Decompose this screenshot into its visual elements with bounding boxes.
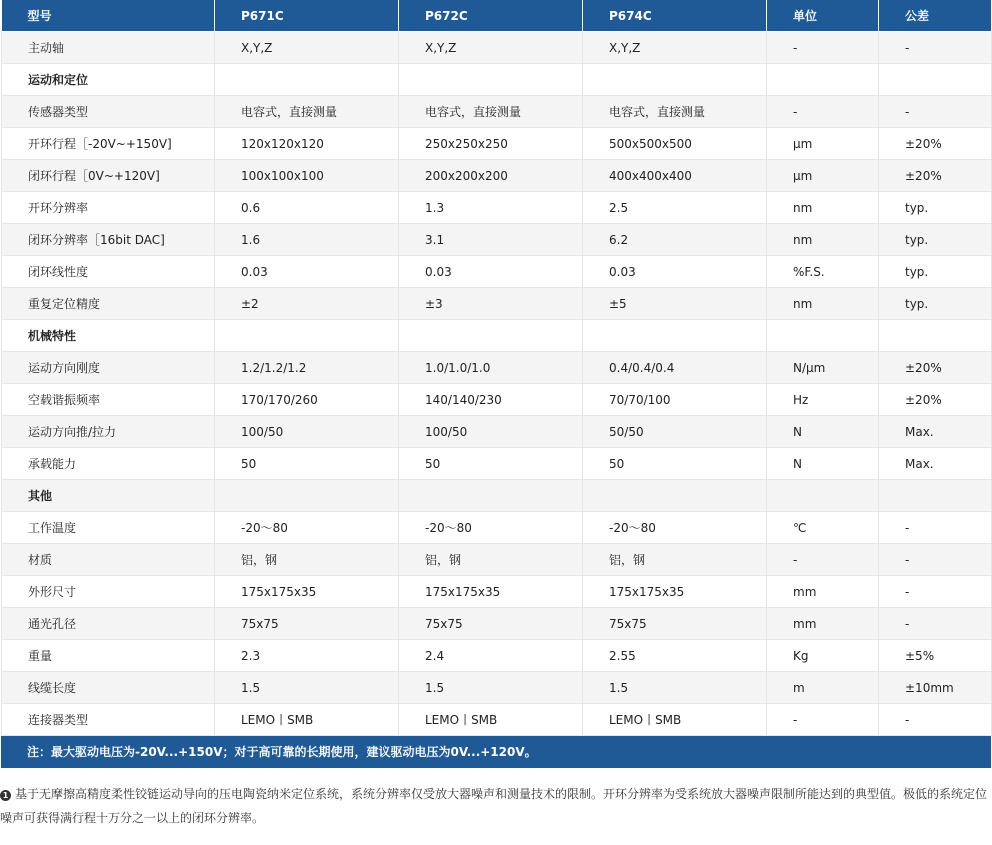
table-cell: 70/70/100 bbox=[583, 384, 767, 416]
table-cell: 175x175x35 bbox=[215, 576, 399, 608]
table-cell bbox=[583, 64, 767, 96]
table-cell: 2.5 bbox=[583, 192, 767, 224]
table-cell: 1.5 bbox=[399, 672, 583, 704]
table-cell: typ. bbox=[879, 288, 992, 320]
table-cell: 75x75 bbox=[215, 608, 399, 640]
table-cell: 75x75 bbox=[399, 608, 583, 640]
table-cell: 铝，钢 bbox=[215, 544, 399, 576]
table-cell: - bbox=[767, 544, 879, 576]
header-p672c: P672C bbox=[399, 0, 583, 32]
table-cell: 1.6 bbox=[215, 224, 399, 256]
table-cell: μm bbox=[767, 128, 879, 160]
row-label: 开环分辨率 bbox=[2, 192, 215, 224]
table-cell: %F.S. bbox=[767, 256, 879, 288]
table-cell bbox=[879, 480, 992, 512]
table-cell: 1.5 bbox=[583, 672, 767, 704]
table-row bbox=[2, 96, 992, 128]
table-cell: nm bbox=[767, 224, 879, 256]
table-cell: 500x500x500 bbox=[583, 128, 767, 160]
table-row bbox=[2, 512, 992, 544]
table-cell: μm bbox=[767, 160, 879, 192]
table-cell: 120x120x120 bbox=[215, 128, 399, 160]
table-row bbox=[2, 544, 992, 576]
table-cell: - bbox=[879, 576, 992, 608]
table-cell: 2.55 bbox=[583, 640, 767, 672]
table-cell: 铝，钢 bbox=[399, 544, 583, 576]
table-cell: 400x400x400 bbox=[583, 160, 767, 192]
table-cell: 0.03 bbox=[215, 256, 399, 288]
row-label: 通光孔径 bbox=[2, 608, 215, 640]
table-cell: - bbox=[767, 704, 879, 736]
table-cell: 3.1 bbox=[399, 224, 583, 256]
table-cell: 0.4/0.4/0.4 bbox=[583, 352, 767, 384]
table-cell: 铝，钢 bbox=[583, 544, 767, 576]
table-row bbox=[2, 288, 992, 320]
table-header-row bbox=[2, 0, 992, 32]
table-row bbox=[2, 224, 992, 256]
row-label: 运动方向刚度 bbox=[2, 352, 215, 384]
header-p674c: P674C bbox=[583, 0, 767, 32]
table-cell: LEMO丨SMB bbox=[215, 704, 399, 736]
table-cell bbox=[879, 320, 992, 352]
table-cell: N bbox=[767, 448, 879, 480]
table-row bbox=[2, 416, 992, 448]
table-cell bbox=[215, 64, 399, 96]
table-cell: mm bbox=[767, 576, 879, 608]
header-model: 型号 bbox=[2, 0, 215, 32]
table-cell: 2.4 bbox=[399, 640, 583, 672]
table-cell bbox=[767, 320, 879, 352]
table-cell: 电容式，直接测量 bbox=[215, 96, 399, 128]
table-cell: Hz bbox=[767, 384, 879, 416]
header-unit: 单位 bbox=[767, 0, 879, 32]
table-cell: 1.0/1.0/1.0 bbox=[399, 352, 583, 384]
table-cell: 75x75 bbox=[583, 608, 767, 640]
table-cell: N/μm bbox=[767, 352, 879, 384]
footnote-text: 基于无摩擦高精度柔性铰链运动导向的压电陶瓷纳米定位系统，系统分辨率仅受放大器噪声和测量技术的限制。开环分辨率为受系统放大器噪声限制所能达到的典型值。极低的系统定位噪声可获得满行程十万分之一以上的闭环分辨率。 bbox=[0, 787, 988, 825]
table-cell: ±20% bbox=[879, 160, 992, 192]
table-cell: -20～80 bbox=[583, 512, 767, 544]
row-label: 闭环线性度 bbox=[2, 256, 215, 288]
section-row bbox=[2, 64, 992, 96]
section-row bbox=[2, 320, 992, 352]
table-row bbox=[2, 448, 992, 480]
table-cell: ±3 bbox=[399, 288, 583, 320]
table-cell: nm bbox=[767, 288, 879, 320]
table-cell: ±20% bbox=[879, 128, 992, 160]
table-cell: 100/50 bbox=[215, 416, 399, 448]
row-label: 工作温度 bbox=[2, 512, 215, 544]
table-row bbox=[2, 256, 992, 288]
table-row bbox=[2, 192, 992, 224]
row-label: 运动方向推/拉力 bbox=[2, 416, 215, 448]
table-cell: typ. bbox=[879, 256, 992, 288]
footnote-marker-icon: 1 bbox=[0, 790, 11, 801]
row-label: 承载能力 bbox=[2, 448, 215, 480]
row-label: 传感器类型 bbox=[2, 96, 215, 128]
table-cell: - bbox=[879, 608, 992, 640]
table-cell: ℃ bbox=[767, 512, 879, 544]
section-title: 其他 bbox=[2, 480, 215, 512]
row-label: 线缆长度 bbox=[2, 672, 215, 704]
table-cell: -20～80 bbox=[399, 512, 583, 544]
row-label: 外形尺寸 bbox=[2, 576, 215, 608]
row-label: 闭环分辨率［16bit DAC] bbox=[2, 224, 215, 256]
table-cell: LEMO丨SMB bbox=[583, 704, 767, 736]
table-row bbox=[2, 160, 992, 192]
table-cell: ±5% bbox=[879, 640, 992, 672]
table-cell: 50 bbox=[583, 448, 767, 480]
table-cell bbox=[767, 64, 879, 96]
header-p671c: P671C bbox=[215, 0, 399, 32]
spec-table bbox=[1, 0, 992, 736]
table-cell: - bbox=[879, 512, 992, 544]
table-cell: - bbox=[767, 32, 879, 64]
table-row bbox=[2, 640, 992, 672]
table-cell: 100/50 bbox=[399, 416, 583, 448]
table-cell: 电容式，直接测量 bbox=[583, 96, 767, 128]
table-row bbox=[2, 704, 992, 736]
table-cell: - bbox=[879, 704, 992, 736]
table-cell bbox=[399, 320, 583, 352]
table-cell: 6.2 bbox=[583, 224, 767, 256]
table-row bbox=[2, 352, 992, 384]
table-cell: -20～80 bbox=[215, 512, 399, 544]
row-label: 开环行程［-20V~+150V] bbox=[2, 128, 215, 160]
table-cell bbox=[583, 320, 767, 352]
table-cell: ±10mm bbox=[879, 672, 992, 704]
table-cell: 50/50 bbox=[583, 416, 767, 448]
table-cell bbox=[879, 64, 992, 96]
table-cell: 50 bbox=[399, 448, 583, 480]
table-cell: - bbox=[879, 32, 992, 64]
table-cell: 175x175x35 bbox=[583, 576, 767, 608]
table-row bbox=[2, 128, 992, 160]
table-cell: 0.6 bbox=[215, 192, 399, 224]
row-label: 主动轴 bbox=[2, 32, 215, 64]
table-cell: Max. bbox=[879, 416, 992, 448]
table-cell: 0.03 bbox=[399, 256, 583, 288]
table-cell: LEMO丨SMB bbox=[399, 704, 583, 736]
section-title: 机械特性 bbox=[2, 320, 215, 352]
table-cell: m bbox=[767, 672, 879, 704]
table-cell: 电容式，直接测量 bbox=[399, 96, 583, 128]
table-cell: Max. bbox=[879, 448, 992, 480]
table-cell: 1.3 bbox=[399, 192, 583, 224]
table-cell: nm bbox=[767, 192, 879, 224]
row-label: 重复定位精度 bbox=[2, 288, 215, 320]
table-row bbox=[2, 384, 992, 416]
voltage-note: 注：最大驱动电压为-20V...+150V；对于高可靠的长期使用，建议驱动电压为0V...+120V。 bbox=[1, 736, 991, 768]
table-row bbox=[2, 672, 992, 704]
table-cell: ±2 bbox=[215, 288, 399, 320]
section-title: 运动和定位 bbox=[2, 64, 215, 96]
row-label: 连接器类型 bbox=[2, 704, 215, 736]
table-cell: 1.2/1.2/1.2 bbox=[215, 352, 399, 384]
table-cell: ±20% bbox=[879, 352, 992, 384]
table-cell: - bbox=[879, 544, 992, 576]
table-row bbox=[2, 32, 992, 64]
table-cell bbox=[215, 480, 399, 512]
table-cell: typ. bbox=[879, 224, 992, 256]
row-label: 材质 bbox=[2, 544, 215, 576]
section-row bbox=[2, 480, 992, 512]
table-cell: X,Y,Z bbox=[399, 32, 583, 64]
table-cell bbox=[399, 480, 583, 512]
table-cell bbox=[767, 480, 879, 512]
table-cell: 170/170/260 bbox=[215, 384, 399, 416]
table-cell: X,Y,Z bbox=[215, 32, 399, 64]
table-cell bbox=[215, 320, 399, 352]
table-cell: Kg bbox=[767, 640, 879, 672]
table-cell: 140/140/230 bbox=[399, 384, 583, 416]
table-cell: N bbox=[767, 416, 879, 448]
row-label: 重量 bbox=[2, 640, 215, 672]
footnote bbox=[0, 782, 992, 830]
table-cell: mm bbox=[767, 608, 879, 640]
table-body bbox=[2, 32, 992, 736]
table-cell: X,Y,Z bbox=[583, 32, 767, 64]
table-cell bbox=[583, 480, 767, 512]
row-label: 空载谐振频率 bbox=[2, 384, 215, 416]
header-tolerance: 公差 bbox=[879, 0, 992, 32]
table-row bbox=[2, 608, 992, 640]
table-cell: ±20% bbox=[879, 384, 992, 416]
table-cell: 175x175x35 bbox=[399, 576, 583, 608]
table-cell: 200x200x200 bbox=[399, 160, 583, 192]
table-cell: 1.5 bbox=[215, 672, 399, 704]
table-cell: typ. bbox=[879, 192, 992, 224]
table-cell: ±5 bbox=[583, 288, 767, 320]
table-cell bbox=[399, 64, 583, 96]
table-cell: 0.03 bbox=[583, 256, 767, 288]
table-cell: 250x250x250 bbox=[399, 128, 583, 160]
table-cell: 100x100x100 bbox=[215, 160, 399, 192]
row-label: 闭环行程［0V~+120V] bbox=[2, 160, 215, 192]
table-cell: - bbox=[879, 96, 992, 128]
table-cell: 2.3 bbox=[215, 640, 399, 672]
table-row bbox=[2, 576, 992, 608]
table-cell: 50 bbox=[215, 448, 399, 480]
table-cell: - bbox=[767, 96, 879, 128]
